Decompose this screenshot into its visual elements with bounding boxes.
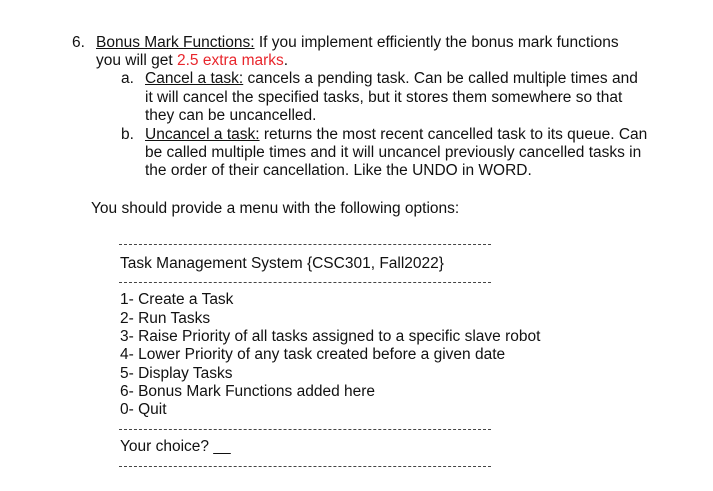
sub-a-letter: a.: [121, 70, 134, 87]
menu-item-display: 5- Display Tasks: [120, 365, 233, 382]
menu-item-create: 1- Create a Task: [120, 291, 234, 308]
sub-b-line1: Uncancel a task: returns the most recent cancelled task to its queue. Can: [145, 126, 648, 143]
sub-a-line2: it will cancel the specified tasks, but it stores them somewhere so that: [145, 89, 623, 106]
sub-a-line3: they can be uncancelled.: [145, 107, 317, 124]
menu-divider-top: [119, 244, 491, 245]
uncancel-task-title: Uncancel a task:: [145, 126, 260, 143]
item6-text1: If you implement efficiently the bonus mark functions: [254, 34, 619, 51]
cancel-task-title: Cancel a task:: [145, 70, 244, 87]
menu-item-raise-priority: 3- Raise Priority of all tasks assigned to a specific slave robot: [120, 328, 541, 345]
sub-a-line1: Cancel a task: cancels a pending task. Can be called multiple times and: [145, 70, 638, 87]
bonus-title: Bonus Mark Functions:: [96, 34, 255, 51]
menu-intro: You should provide a menu with the following options:: [91, 200, 460, 217]
menu-item-bonus: 6- Bonus Mark Functions added here: [120, 383, 376, 400]
sub-b-line2: be called multiple times and it will uncancel previously cancelled tasks in: [145, 144, 642, 161]
menu-prompt: Your choice? __: [120, 438, 231, 455]
extra-marks-highlight: 2.5 extra marks: [176, 52, 284, 69]
item-number: 6.: [72, 34, 85, 51]
sub-b-line3: the order of their cancellation. Like the UNDO in WORD.: [145, 162, 532, 179]
sub-b-letter: b.: [121, 126, 134, 143]
menu-item-lower-priority: 4- Lower Priority of any task created before a given date: [120, 346, 506, 363]
menu-divider-items: [119, 429, 491, 430]
item6-line2: you will get 2.5 extra marks.: [96, 52, 289, 69]
menu-divider-header: [119, 282, 491, 283]
menu-divider-bottom: [119, 466, 491, 467]
menu-item-run: 2- Run Tasks: [120, 310, 211, 327]
menu-header: Task Management System {CSC301, Fall2022}: [120, 255, 444, 272]
menu-item-quit: 0- Quit: [120, 401, 167, 418]
item6-line1: [96, 33, 619, 52]
